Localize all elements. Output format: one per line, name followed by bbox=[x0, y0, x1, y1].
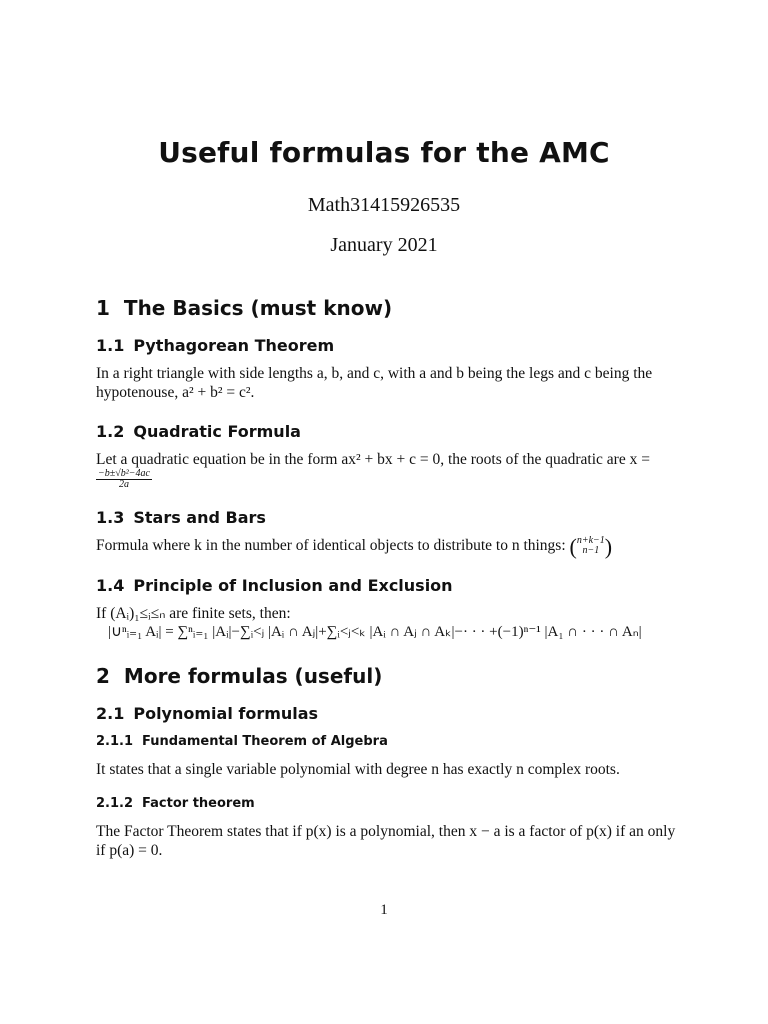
fraction-numerator: −b±√b²−4ac bbox=[98, 468, 150, 479]
section-number: 2 bbox=[96, 664, 110, 688]
inclusion-exclusion-formula: |∪ⁿᵢ₌₁ Aᵢ| = ∑ⁿᵢ₌₁ |Aᵢ|−∑ᵢ<ⱼ |Aᵢ ∩ Aⱼ|+∑ᵢ<ⱼ<ₖ |Aᵢ ∩ Aⱼ ∩ Aₖ|−· · · +(−1)ⁿ⁻¹ |A₁ ∩ · · · ∩ Aₙ| bbox=[108, 624, 642, 640]
subsubsection-title: Fundamental Theorem of Algebra bbox=[142, 734, 388, 749]
subsubsection-title: Factor theorem bbox=[142, 796, 255, 811]
section-heading-1 bbox=[96, 296, 392, 320]
paragraph-factor-theorem: The Factor Theorem states that if p(x) is a polynomial, then x − a is a factor of p(x) if an only if p(a) = 0. bbox=[96, 823, 676, 859]
binomial-coefficient bbox=[577, 536, 605, 556]
subsubsection-number: 2.1.1 bbox=[96, 734, 134, 749]
subsection-number: 2.1 bbox=[96, 704, 125, 723]
subsection-title: Polynomial formulas bbox=[133, 704, 319, 723]
section-heading-2 bbox=[96, 664, 382, 688]
paragraph-inclusion-exclusion: If (Aᵢ)₁≤ᵢ≤ₙ are finite sets, then: bbox=[96, 605, 291, 622]
subsection-number: 1.1 bbox=[96, 336, 125, 355]
section-title: The Basics (must know) bbox=[123, 296, 393, 320]
subsection-number: 1.2 bbox=[96, 422, 125, 441]
binomial-right-paren: ) bbox=[604, 533, 613, 559]
quadratic-formula-fraction bbox=[96, 469, 152, 490]
subsection-heading-1-2 bbox=[96, 422, 301, 441]
paragraph-fundamental-theorem: It states that a single variable polynomial with degree n has exactly n complex roots. bbox=[96, 761, 620, 778]
subsection-title: Quadratic Formula bbox=[133, 422, 301, 441]
binomial-top: n+k−1 bbox=[576, 535, 605, 547]
binomial-bottom: n−1 bbox=[582, 545, 600, 557]
subsubsection-number: 2.1.2 bbox=[96, 796, 134, 811]
paragraph-quadratic bbox=[96, 450, 676, 490]
stars-bars-text: Formula where k in the number of identical objects to distribute to n things: bbox=[96, 537, 566, 554]
fraction-denominator: 2a bbox=[118, 479, 129, 490]
subsection-heading-1-1 bbox=[96, 336, 334, 355]
subsection-title: Stars and Bars bbox=[133, 508, 266, 527]
section-number: 1 bbox=[96, 296, 110, 320]
subsection-number: 1.3 bbox=[96, 508, 125, 527]
subsection-heading-1-3 bbox=[96, 508, 266, 527]
subsection-title: Pythagorean Theorem bbox=[133, 336, 335, 355]
document-date: January 2021 bbox=[330, 234, 438, 256]
page-number: 1 bbox=[380, 902, 388, 918]
section-title: More formulas (useful) bbox=[123, 664, 383, 688]
subsection-title: Principle of Inclusion and Exclusion bbox=[133, 576, 453, 595]
subsection-heading-2-1 bbox=[96, 704, 318, 723]
subsubsection-heading-2-1-1 bbox=[96, 734, 388, 749]
subsection-number: 1.4 bbox=[96, 576, 125, 595]
subsection-heading-1-4 bbox=[96, 576, 453, 595]
subsubsection-heading-2-1-2 bbox=[96, 796, 255, 811]
binomial-left-paren: ( bbox=[569, 533, 577, 559]
quadratic-text: Let a quadratic equation be in the form ax² + bx + c = 0, the roots of the quadratic are x = bbox=[96, 451, 650, 468]
document-title: Useful formulas for the AMC bbox=[158, 136, 610, 169]
paragraph-pythagorean: In a right triangle with side lengths a, b, and c, with a and b being the legs and c being the hypotenouse, a² + b² = c². bbox=[96, 365, 653, 401]
document-author: Math31415926535 bbox=[307, 194, 461, 216]
paragraph-stars-bars bbox=[96, 533, 696, 559]
